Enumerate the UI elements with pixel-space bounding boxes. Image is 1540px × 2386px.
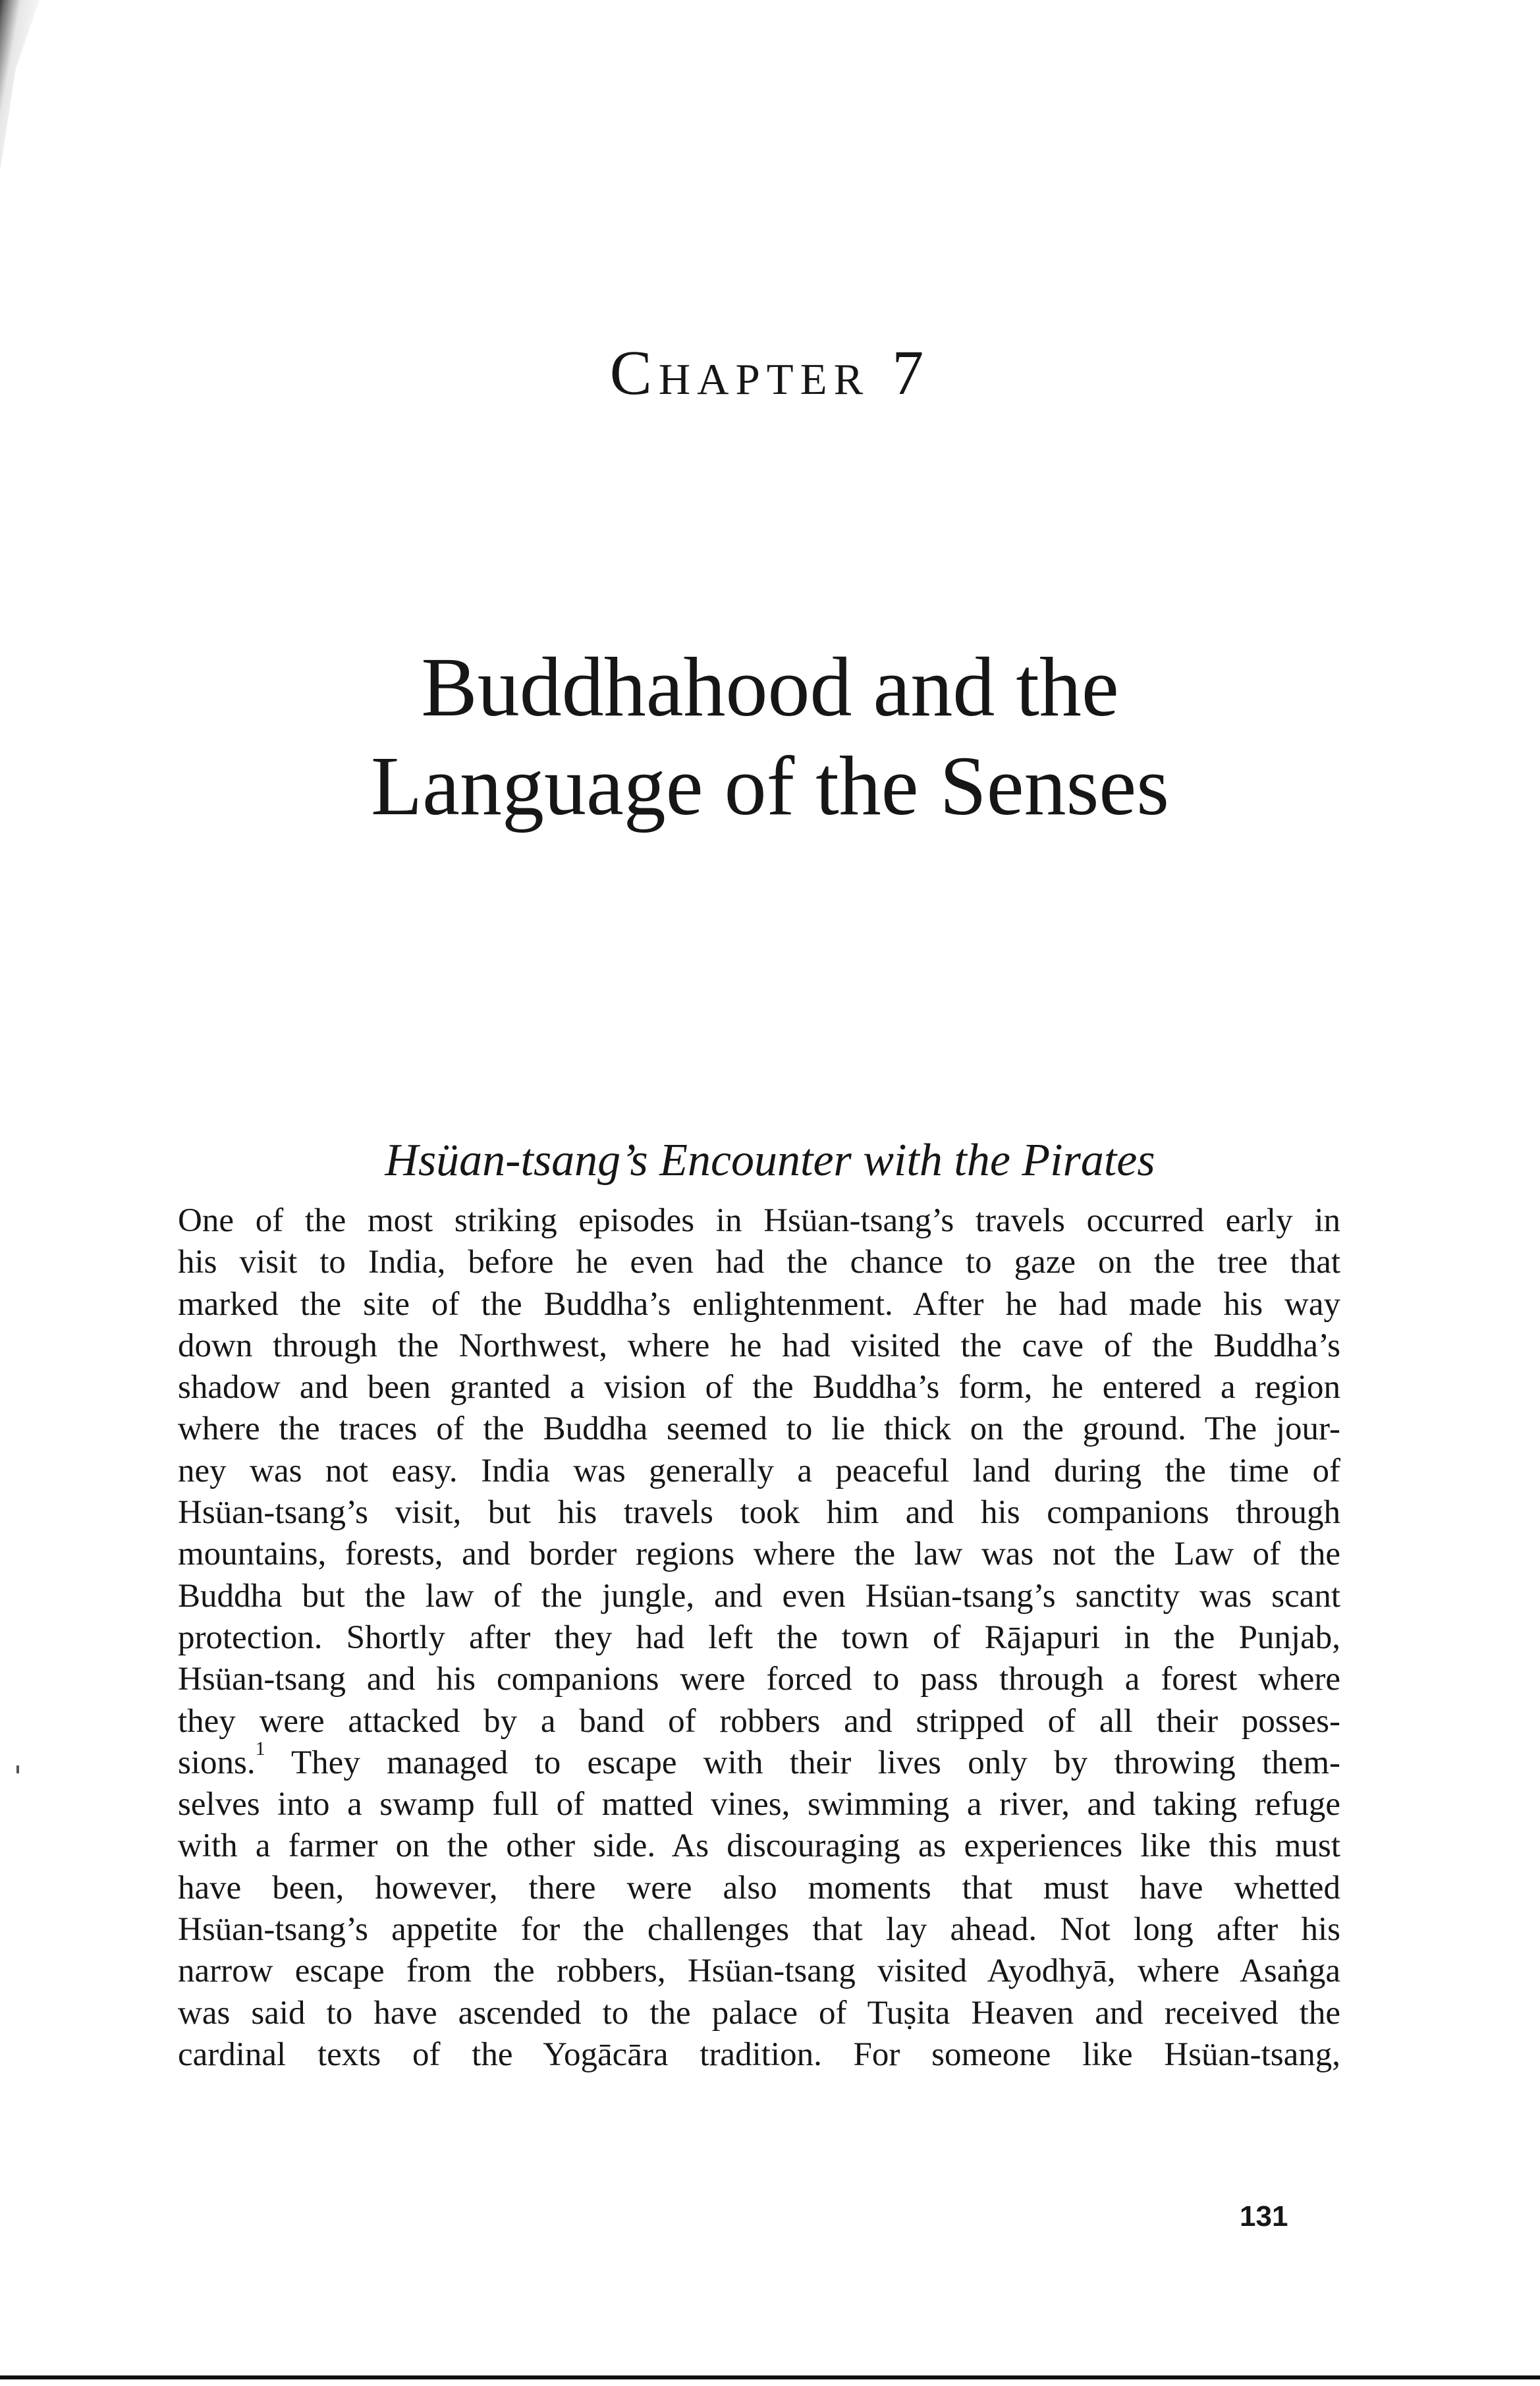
body-line: shadow and been granted a vision of the Buddha’s form, he entered a region bbox=[178, 1369, 1340, 1406]
body-line: One of the most striking episodes in Hsüan-tsang’s travels occurred early in bbox=[178, 1202, 1340, 1239]
body-line-with-footnote bbox=[178, 1737, 1340, 1784]
chapter-title-line-1: Buddhahood and the bbox=[421, 640, 1119, 734]
body-line: Hsüan-tsang and his companions were forced to pass through a forest where bbox=[178, 1661, 1340, 1698]
chapter-label: Chapter 7 bbox=[609, 337, 931, 408]
section-heading: Hsüan-tsang’s Encounter with the Pirates bbox=[385, 1135, 1155, 1186]
body-line: ney was not easy. India was generally a peaceful land during the time of bbox=[178, 1452, 1340, 1489]
body-line: where the traces of the Buddha seemed to lie thick on the ground. The jour- bbox=[178, 1410, 1340, 1448]
body-line: Hsüan-tsang’s visit, but his travels took him and his companions through bbox=[178, 1494, 1340, 1532]
body-paragraph bbox=[178, 1200, 1340, 2076]
body-line: down through the Northwest, where he had visited the cave of the Buddha’s bbox=[178, 1327, 1340, 1364]
chapter-title bbox=[0, 638, 1540, 835]
body-line-rest: They managed to escape with their lives only by throwing them- bbox=[265, 1744, 1340, 1781]
scan-bottom-edge bbox=[0, 2375, 1540, 2379]
body-line: mountains, forests, and border regions where the law was not the Law of the bbox=[178, 1536, 1340, 1573]
scan-shadow bbox=[0, 0, 40, 171]
footnote-marker[interactable]: 1 bbox=[255, 1737, 265, 1760]
body-line: protection. Shortly after they had left the town of Rājapuri in the Punjab, bbox=[178, 1619, 1340, 1656]
body-line: narrow escape from the robbers, Hsüan-tsang visited Ayodhyā, where Asaṅga bbox=[178, 1953, 1340, 1990]
scan-speck bbox=[16, 1765, 19, 1773]
body-line: his visit to India, before he even had the chance to gaze on the tree that bbox=[178, 1244, 1340, 1281]
body-line: Buddha but the law of the jungle, and even Hsüan-tsang’s sanctity was scant bbox=[178, 1577, 1340, 1615]
body-line: they were attacked by a band of robbers and stripped of all their posses- bbox=[178, 1702, 1340, 1740]
chapter-title-line-2: Language of the Senses bbox=[370, 739, 1170, 833]
body-line: have been, however, there were also moments that must have whetted bbox=[178, 1869, 1340, 1906]
body-line: Hsüan-tsang’s appetite for the challenges that lay ahead. Not long after his bbox=[178, 1911, 1340, 1949]
page-number: 131 bbox=[1240, 2200, 1288, 2233]
body-line: selves into a swamp full of matted vines, swimming a river, and taking refuge bbox=[178, 1786, 1340, 1823]
body-line: was said to have ascended to the palace of Tuṣita Heaven and received the bbox=[178, 1994, 1340, 2032]
body-line: with a farmer on the other side. As discouraging as experiences like this must bbox=[178, 1827, 1340, 1865]
body-line-start: sions. bbox=[178, 1744, 256, 1781]
body-line: cardinal texts of the Yogācāra tradition. For someone like Hsüan-tsang, bbox=[178, 2036, 1340, 2073]
body-line: marked the site of the Buddha’s enlightenment. After he had made his way bbox=[178, 1285, 1340, 1323]
